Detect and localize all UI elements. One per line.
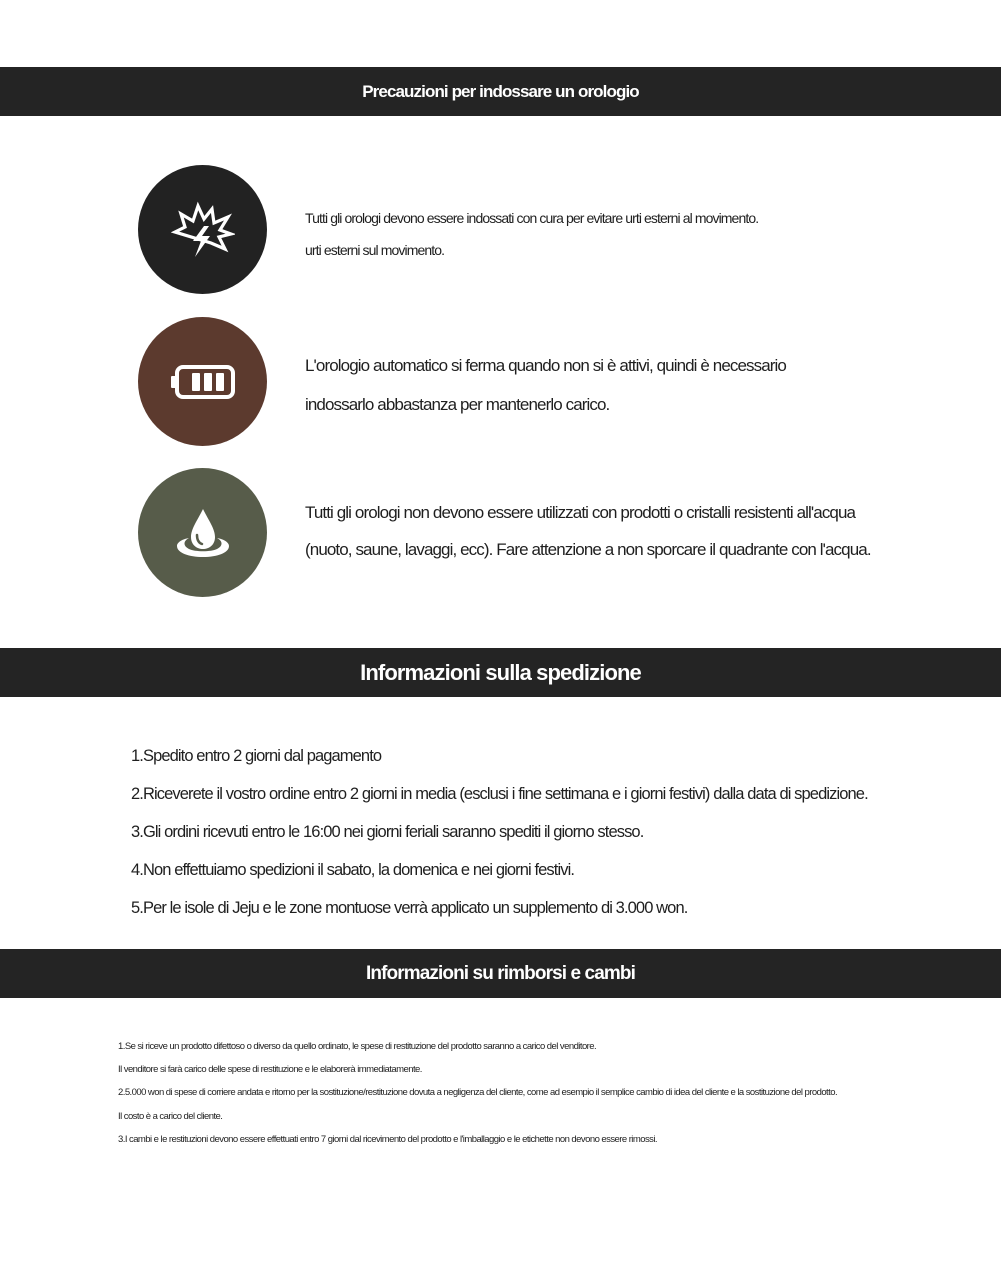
impact-icon-circle bbox=[138, 165, 267, 294]
shipping-item-5: 5.Per le isole di Jeju e le zone montuose verrà applicato un supplemento di 3.000 won. bbox=[131, 899, 688, 917]
precaution-note-1 bbox=[305, 202, 925, 266]
refund-item-5: 3.I cambi e le restituzioni devono essere effettuati entro 7 giorni dal ricevimento del prodotto e l'imballaggio e le etichette non devono essere rimossi. bbox=[118, 1133, 658, 1145]
water-drop-icon bbox=[171, 505, 235, 561]
water-icon-circle bbox=[138, 468, 267, 597]
shipping-item-4: 4.Non effettuiamo spedizioni il sabato, la domenica e nei giorni festivi. bbox=[131, 861, 575, 879]
shipping-list bbox=[131, 737, 931, 927]
precaution-1-line-1: Tutti gli orologi devono essere indossati con cura per evitare urti esterni al movimento. bbox=[305, 210, 759, 226]
refund-item-2: Il venditore si farà carico delle spese di restituzione e le elaborerà immediatamente. bbox=[118, 1064, 422, 1076]
refund-item-4: Il costo è a carico del cliente. bbox=[118, 1110, 223, 1122]
refunds-header bbox=[0, 949, 1001, 998]
precaution-note-2 bbox=[305, 346, 925, 424]
shipping-item-2: 2.Riceverete il vostro ordine entro 2 giorni in media (esclusi i fine settimana e i giorni festivi) dalla data di spedizione. bbox=[131, 785, 868, 803]
battery-icon-circle bbox=[138, 317, 267, 446]
precaution-1-line-2: urti esterni sul movimento. bbox=[305, 242, 445, 258]
precautions-header bbox=[0, 67, 1001, 116]
refunds-title: Informazioni su rimborsi e cambi bbox=[366, 962, 635, 984]
precaution-3-line-2: (nuoto, saune, lavaggi, ecc). Fare attenzione a non sporcare il quadrante con l'acqua. bbox=[305, 540, 871, 559]
precaution-note-3 bbox=[305, 494, 925, 568]
refund-item-1: 1.Se si riceve un prodotto difettoso o diverso da quello ordinato, le spese di restituzione del prodotto saranno a carico del venditore. bbox=[118, 1041, 597, 1052]
shipping-header bbox=[0, 648, 1001, 697]
refunds-list bbox=[118, 1035, 978, 1151]
precaution-3-line-1: Tutti gli orologi non devono essere utilizzati con prodotti o cristalli resistenti all'acqua bbox=[305, 503, 856, 522]
shipping-title: Informazioni sulla spedizione bbox=[360, 659, 641, 685]
precaution-2-line-1: L'orologio automatico si ferma quando non si è attivi, quindi è necessario bbox=[305, 356, 786, 375]
impact-lightning-icon bbox=[171, 200, 235, 260]
shipping-item-3: 3.Gli ordini ricevuti entro le 16:00 nei giorni feriali saranno spediti il giorno stesso. bbox=[131, 823, 644, 841]
precaution-2-line-2: indossarlo abbastanza per mantenerlo carico. bbox=[305, 395, 610, 414]
refund-item-3: 2.5.000 won di spese di corriere andata e ritorno per la sostituzione/restituzione dovuta a negligenza del cliente, come ad esempio il semplice cambio di idea del cliente e la sostituzione del prodotto. bbox=[118, 1087, 838, 1099]
precautions-title: Precauzioni per indossare un orologio bbox=[362, 81, 639, 101]
shipping-item-1: 1.Spedito entro 2 giorni dal pagamento bbox=[131, 747, 382, 765]
battery-icon bbox=[170, 364, 236, 400]
